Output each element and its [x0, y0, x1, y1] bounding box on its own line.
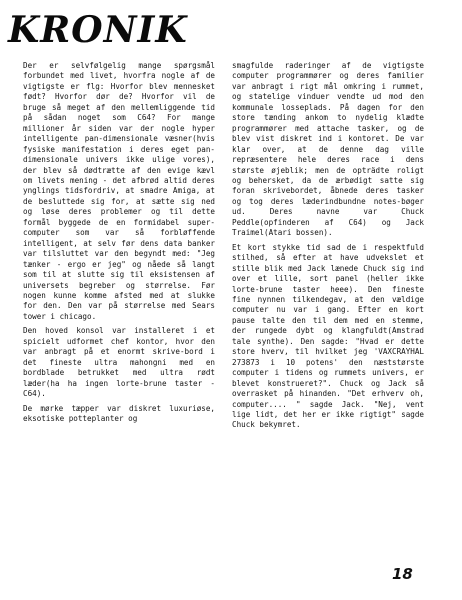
paragraph: smagfulde raderinger af de vigtigste computer programmører og deres familier var anbragt i rigt mål omkring i rummet, og statelige vinduer vendte ud mod den kommunale losseplads. På dagen for den store tænding ankom to nydelig klædte programmører med attache tasker, og de blev vist diskret ind i kontoret. De var klar over, at de denne dag ville repræsentere hele deres race i dens største øjeblik; men de opträdte roligt og behersket, da de ærbødigt satte sig foran skrivebordet, åbnede deres tasker og tog deres læderindbundne notes-bøger ud. Deres navne var Chuck Peddle(opfinderen af C64) og Jack Traimel(Atari bossen). — [232, 61, 424, 238]
paragraph: De mørke tæpper var diskret luxuriøse, eksotiske potteplanter og — [23, 403, 215, 423]
paragraph: Der er selvfølgelig mange spørgsmål forbundet med livet, hvorfra nogle af de vigtigste er flg: Hvorfor blev mennesket født? Hvorfor dør de? Hvorfor vil de bruge så meget af den mellemliggende tid på sådan noget som C64? For mange millioner år siden var der nogle hyper intelligente pan-dimensionale væsner(hvis fysiske manifestation i deres eget pan-dimensionale univers ikke ulige vores), der blev så dødtrætte af den evige kævl om livets mening - det afbrød altid deres ynglings tidsfordriv, at smadre Amiga, at de besluttede sig for, at sætte sig ned og løse deres problemer og til dette formål byggede de en formidabel super-computer som var så forbløffende intelligent, at selv før dens data banker var tilsluttet var den begyndt med: "Jeg tænker - ergo er jeg" og nåede så langt som til at slutte sig til eksistensen af universets begreber og størrelse. Før nogen kunne komme afsted med at slukke for den. Den var på størrelse med Sears tower i chicago. — [23, 61, 215, 321]
page-number: 18 — [392, 565, 413, 583]
article-column-left — [23, 61, 215, 424]
paragraph: Den hoved konsol var installeret i et spicielt udformet chef kontor, hvor den var anbragt på et enormt skrive-bord i det fineste ultra mahongni med en bordblade betrukket med ultra rødt læder(ha ha ingen lorte-brune taster - C64). — [23, 326, 215, 399]
article-column-right — [232, 61, 424, 431]
page-title: KRONIK — [8, 9, 188, 51]
paragraph: Et kort stykke tid sad de i respektfuld stilhed, så efter at have udvekslet et stille blik med Jack lænede Chuck sig ind over et lille, sort panel (heller ikke lorte-brune taster heee). Den fineste fine nynnen tilkendegav, at den vældige computer nu var i gang. Efter en kort pause talte den til dem med en stemme, der rungede dybt og klangfuldt(Amstrad tale synthe). Den sagde: "Hvad er dette store hverv, til hvilket jeg 'VAXCRAYHAL 273873 i 10 potens' den næststørste computer i tidens og rummets univers, er blevet konstrueret?". Chuck og Jack så overrasket på hinanden. "Det erhverv oh, computer.... " sagde Jack. "Nej, vent lige lidt, det her er ikke rigtigt" sagde Chuck bekymret. — [232, 242, 424, 430]
